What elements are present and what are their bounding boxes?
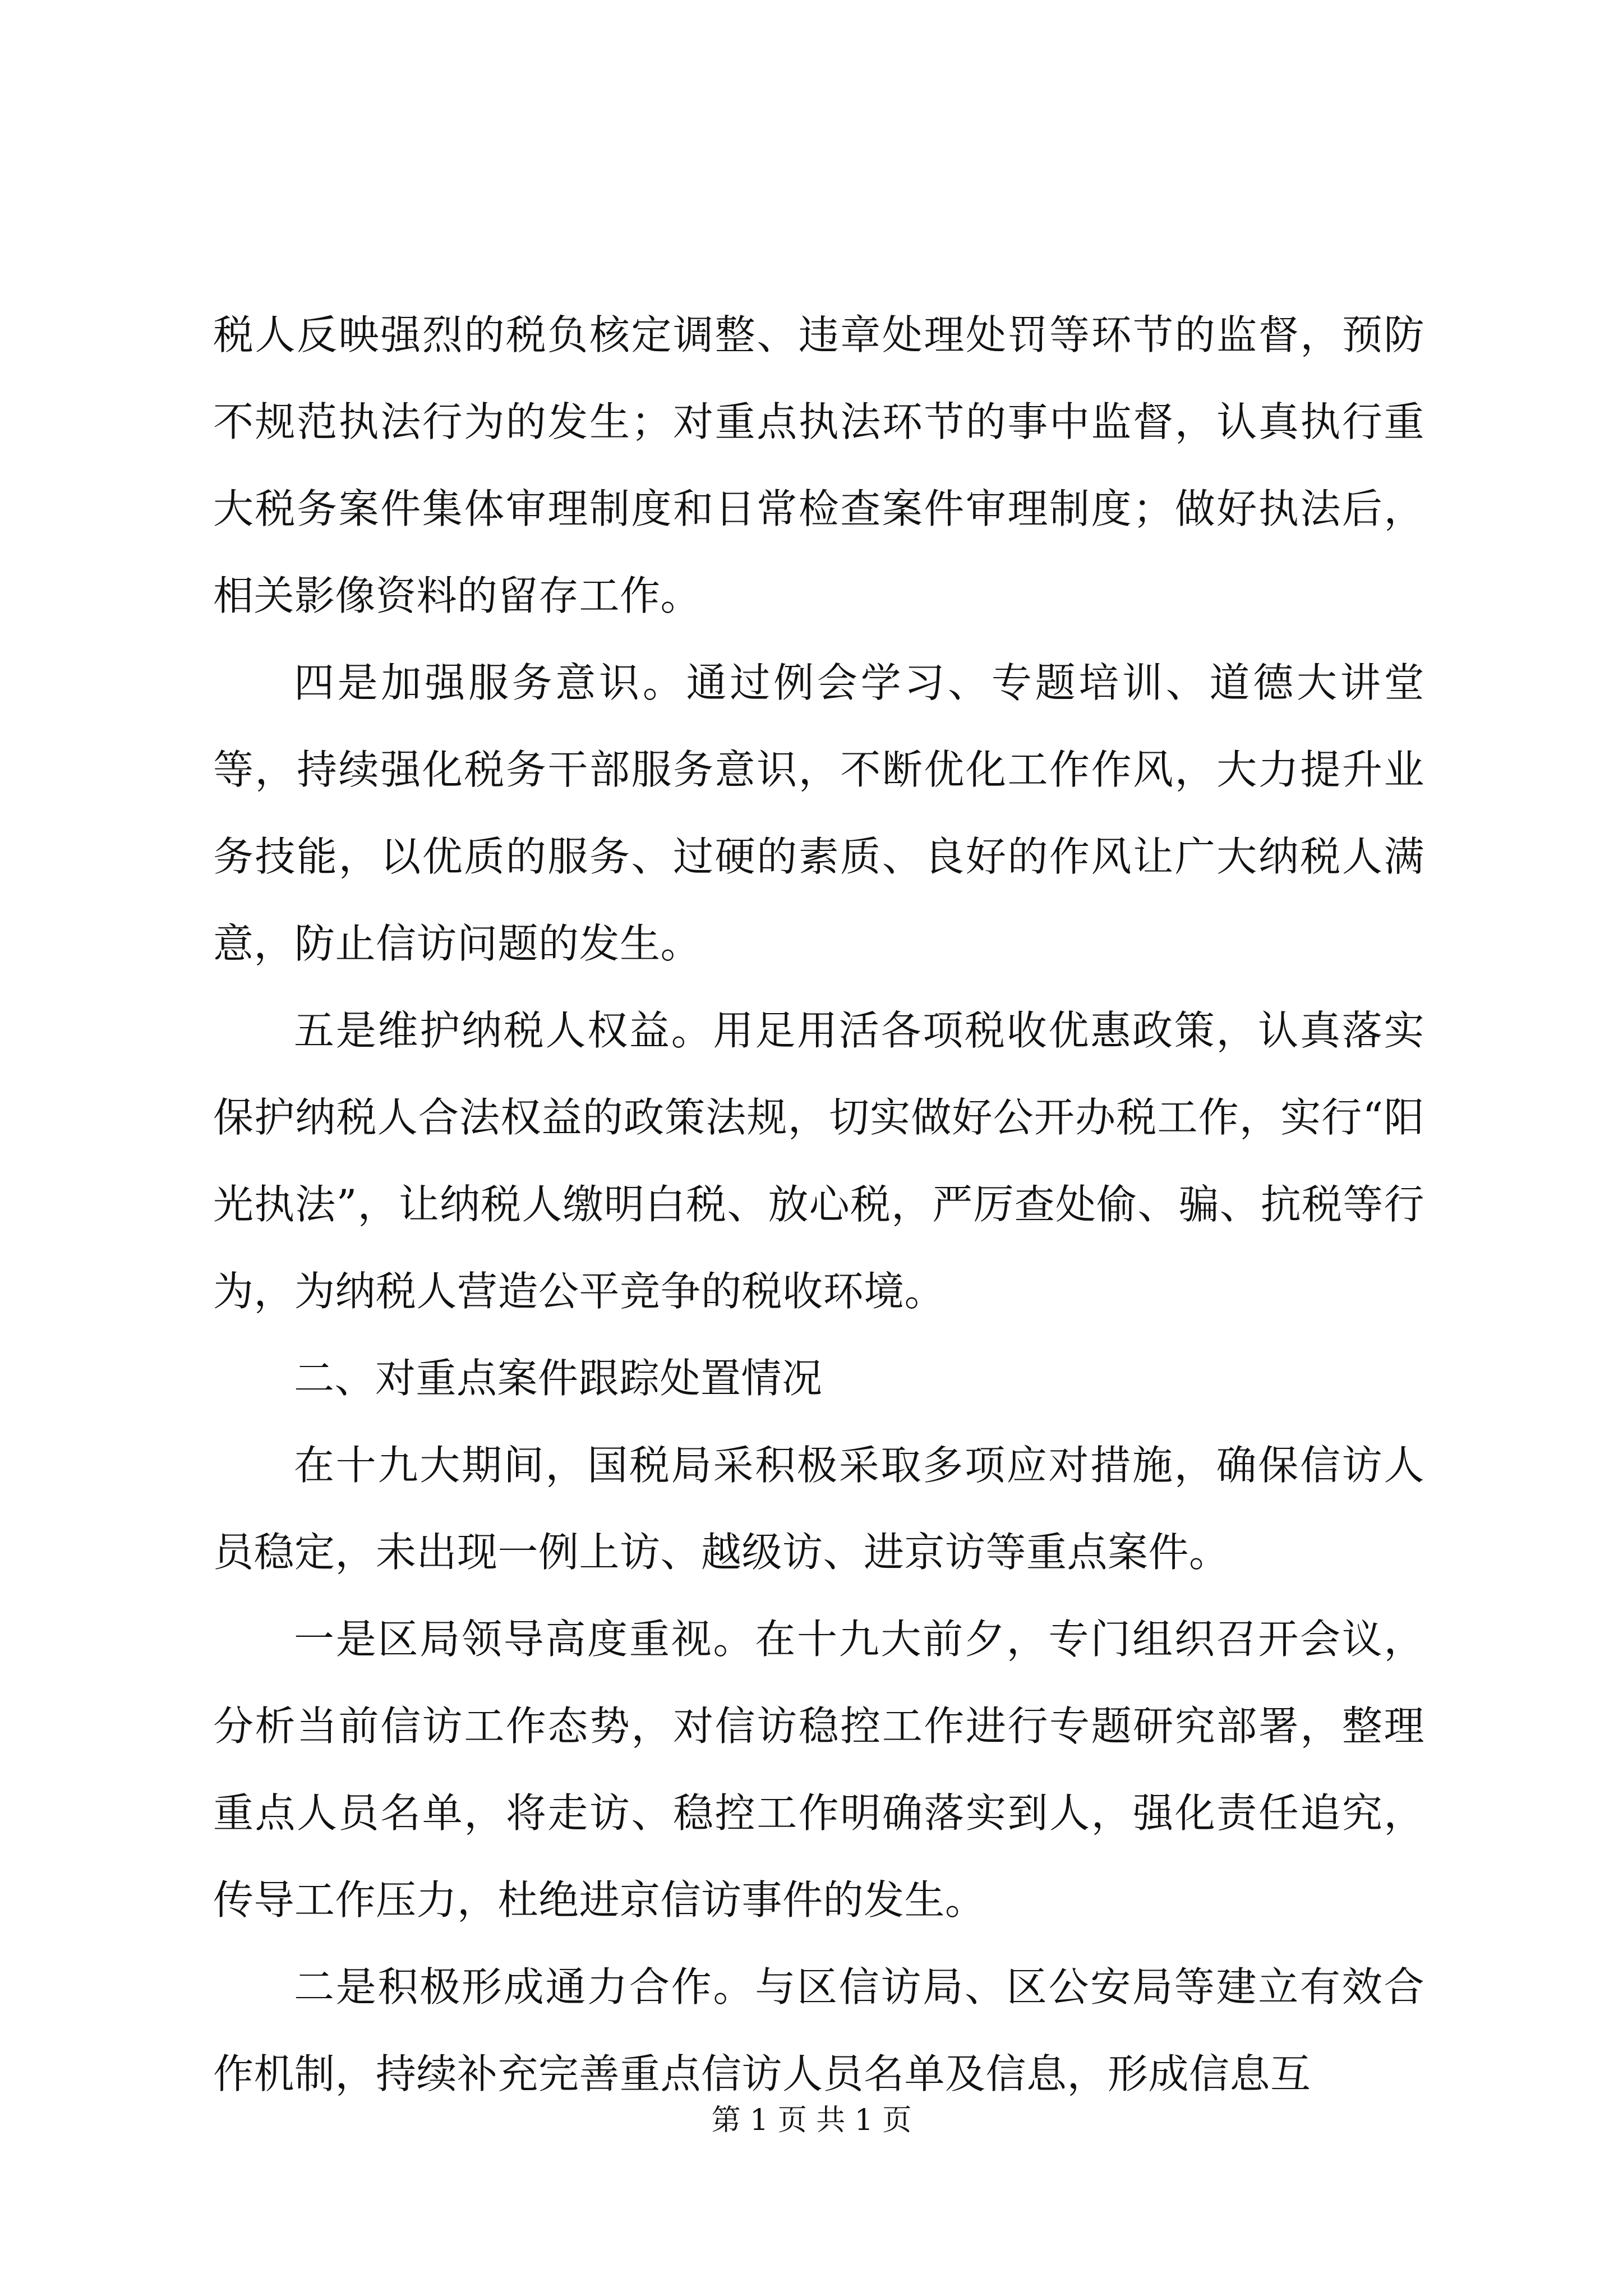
paragraph-leadership: 一是区局领导高度重视。在十九大前夕，专门组织召开会议，分析当前信访工作态势，对信访稳控工作进行专题研究部署，整理重点人员名单，将走访、稳控工作明确落实到人，强化责任追究，传导工作压力，杜绝进京信访事件的发生。 bbox=[213, 1616, 1424, 1924]
paragraph-cooperation: 二是积极形成通力合作。与区信访局、区公安局等建立有效合作机制，持续补充完善重点信访人员名单及信息，形成信息互 bbox=[213, 1963, 1424, 2097]
paragraph-continued: 税人反映强烈的税负核定调整、违章处理处罚等环节的监督，预防不规范执法行为的发生；对重点执法环节的事中监督，认真执行重大税务案件集体审理制度和日常检查案件审理制度；做好执法后，相关影像资料的留存工作。 bbox=[213, 311, 1424, 619]
page-footer: 第 1 页 共 1 页 bbox=[711, 2104, 912, 2137]
document-body bbox=[213, 292, 1424, 2118]
paragraph-nineteenth-congress: 在十九大期间，国税局采积极采取多项应对措施，确保信访人员稳定，未出现一例上访、越级访、进京访等重点案件。 bbox=[213, 1442, 1424, 1576]
section-heading: 二、对重点案件跟踪处置情况 bbox=[294, 1355, 823, 1402]
paragraph-taxpayer-rights: 五是维护纳税人权益。用足用活各项税收优惠政策，认真落实保护纳税人合法权益的政策法规，切实做好公开办税工作，实行“阳光执法”，让纳税人缴明白税、放心税，严厉查处偷、骗、抗税等行为，为纳税人营造公平竞争的税收环境。 bbox=[213, 1007, 1424, 1315]
paragraph-service-awareness: 四是加强服务意识。通过例会学习、专题培训、道德大讲堂等，持续强化税务干部服务意识，不断优化工作作风，大力提升业务技能，以优质的服务、过硬的素质、良好的作风让广大纳税人满意，防止信访问题的发生。 bbox=[213, 659, 1424, 967]
